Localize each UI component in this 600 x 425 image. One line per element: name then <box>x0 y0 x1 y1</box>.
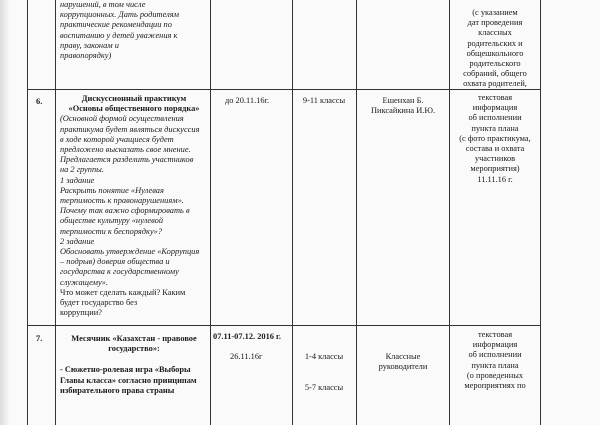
row-6-activity <box>60 94 208 318</box>
row-7-date: 26.11.16г <box>230 352 263 361</box>
column-divider-1 <box>55 0 56 425</box>
row-6-question: Что может сделать каждый? Каким будет государство без коррупции? <box>60 287 186 318</box>
row-7-activity <box>60 334 208 396</box>
table-border-left <box>27 0 28 425</box>
row-6-classes: 9-11 классы <box>302 96 346 105</box>
row-7-report-form: текстовая информация об исполнении пункта плана (о проведенных мероприятиях по <box>464 330 526 391</box>
row-6-title: Дискуссионный практикум «Основы общественного порядка» <box>68 94 200 114</box>
row-6-report-form: текстовая информация об исполнении пункта плана (с фото практикума, состава и охвата участников мероприятия) 11.11.16 г. <box>459 93 531 184</box>
row-7-subactivity: - Сюжетно-ролевая игра «Выборы Главы класса» согласно принципам избирательного права страны <box>60 365 197 395</box>
row-7-classes-primary: 1-4 классы <box>304 352 344 361</box>
row-7-number: 7. <box>36 334 43 343</box>
column-divider-3 <box>292 0 293 425</box>
row-top-activity: нарушений, в том числе коррупционных. Дать родителям практические рекомендации по воспитанию у детей уважения к праву, законам и правопорядку) <box>60 0 180 61</box>
column-divider-5 <box>449 0 450 425</box>
column-divider-2 <box>210 0 211 425</box>
row-6-description: (Основной формой осуществления практикума будет являться дискуссия в ходе которой учащиеся будет предложено высказать свое мнение. Предлагается разделить участников на 2 группы. 1 задание Раскрыть понятие «Нулевая терпимость к правонарушениям». Почему так важно сформировать в обществе культуру «нулевой терпимости к беспорядку»? 2 задание Обосновать утверждение «Коррупция – подрыв) доверия общества и государства к государственному служащему». <box>60 114 200 287</box>
row-6-responsible: Ешенхан Б. Пиксайкина И.Ю. <box>370 96 436 116</box>
row-7-date-range: 07.11-07.12. 2016 г. <box>213 332 281 341</box>
scan-fold-shadow <box>0 0 10 425</box>
row-7-title: Месячник «Казахстан - правовое государство»: <box>71 334 197 354</box>
row-7-classes-middle: 5-7 классы <box>304 383 344 392</box>
row-6-date: до 20.11.16г. <box>225 96 270 105</box>
column-divider-4 <box>356 0 357 425</box>
row-7-responsible: Классные руководители <box>378 352 428 372</box>
table-border-right <box>540 0 541 425</box>
row-divider-middle <box>27 325 540 326</box>
row-6-number: 6. <box>36 97 43 106</box>
row-top-report-form: (с указанием дат проведения классных родительских и общешкольного родительского собраний, общего охвата родителей, <box>463 8 527 89</box>
